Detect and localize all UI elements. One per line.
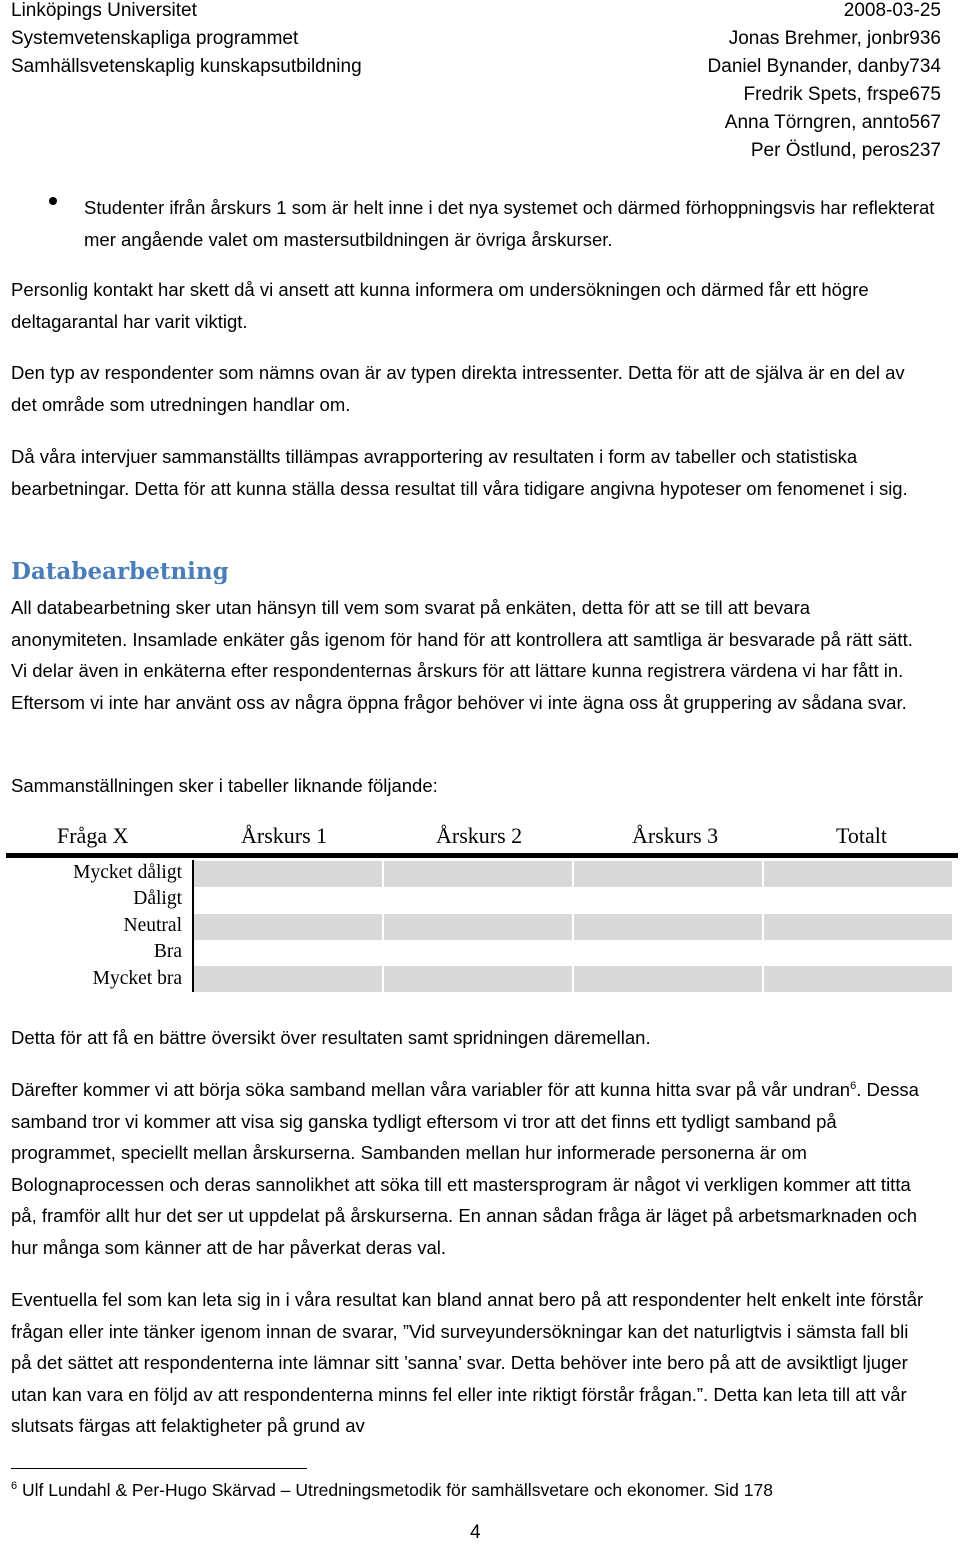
table-cell — [194, 887, 384, 913]
table-cell — [574, 861, 764, 887]
table-cell — [194, 861, 384, 887]
table-cell — [194, 914, 384, 940]
table-row — [194, 914, 954, 940]
table-cell — [764, 861, 954, 887]
section-heading: Databearbetning — [11, 558, 229, 585]
header-program: Systemvetenskapliga programmet — [11, 28, 299, 49]
paragraph-respondents: Den typ av respondenter som nämns ovan är av typen direkta intressenter. Detta för att de själva är en del av det område som utredningen handlar om. — [11, 362, 905, 415]
table-row-label: Bra — [153, 941, 182, 962]
table-grid — [192, 860, 956, 992]
header-author: Per Östlund, peros237 — [750, 140, 941, 161]
table-row-label: Mycket bra — [92, 968, 182, 989]
table-cell — [574, 940, 764, 966]
table-row — [194, 887, 954, 913]
table-cell — [764, 966, 954, 992]
paragraph-reporting: Då våra intervjuer sammanställts tillämpas avrapportering av resultaten i form av tabeller och statistiska bearbetningar. Detta för att kunna ställa dessa resultat till våra tidigare angivna hypoteser om fenomenet i sig. — [11, 446, 908, 499]
header-right — [708, 0, 941, 165]
table-cell — [384, 940, 574, 966]
footnote-number: 6 — [11, 1480, 18, 1493]
bullet-text: Studenter ifrån årskurs 1 som är helt inne i det nya systemet och därmed förhoppningsvis har reflekterat mer angående valet om mastersutbildningen är övriga årskurser. — [84, 197, 935, 250]
paragraph-relationships — [11, 1074, 931, 1264]
bullet-icon — [49, 197, 57, 205]
paragraph-contact: Personlig kontakt har skett då vi ansett att kunna informera om undersökningen och därmed får ett högre deltagarantal har varit viktigt. — [11, 279, 869, 332]
paragraph-errors: Eventuella fel som kan leta sig in i våra resultat kan bland annat bero på att respondenter helt enkelt inte förstår frågan eller inte tänker igenom innan de svarar, ”Vid surveyundersökningar kan det naturligtvis i sämsta fall bli på det sättet att respondenterna inte lämnar sitt ’sanna’ svar. Detta behöver inte bero på att de avsiktligt ljuger utan kan vara en följd av att respondenterna minns fel eller inte riktigt förstår frågan.”. Detta kan leta till att vår slutsats färgas att felaktigheter på grund av — [11, 1289, 924, 1437]
header-course: Samhällsvetenskaplig kunskapsutbildning — [11, 56, 362, 77]
header-author: Anna Törngren, annto567 — [724, 112, 941, 133]
header-author: Daniel Bynander, danby734 — [707, 56, 941, 77]
footnote-reference: 6 — [850, 1079, 857, 1092]
table-row — [194, 966, 954, 992]
table-row — [194, 861, 954, 887]
table-header-cell: Fråga X — [57, 823, 129, 848]
header-date: 2008-03-25 — [843, 0, 941, 21]
table-cell — [194, 940, 384, 966]
table-row-label: Mycket dåligt — [73, 862, 182, 883]
page-number: 4 — [470, 1522, 481, 1543]
table-header-cell: Totalt — [836, 823, 888, 848]
table-cell — [384, 887, 574, 913]
table-row — [194, 940, 954, 966]
paragraph-text: Därefter kommer vi att börja söka samband mellan våra variabler för att kunna hitta svar på vår undran — [11, 1079, 851, 1100]
footnote-separator — [11, 1468, 307, 1469]
header-left — [11, 0, 362, 81]
paragraph-data-processing: All databearbetning sker utan hänsyn till vem som svarat på enkäten, detta för att se till att bevara anonymiteten. Insamlade enkäter gås igenom för hand för att kontrollera att samtliga är besvarade på rätt sätt. Vi delar även in enkäterna efter respondenternas årskurs för att lättare kunna registrera värdena vi har fått in. Eftersom vi inte har använt oss av några öppna frågor behöver vi inte ägna oss åt gruppering av sådana svar. — [11, 597, 913, 713]
table-cell — [384, 914, 574, 940]
header-author: Fredrik Spets, frspe675 — [743, 84, 941, 105]
header-university: Linköpings Universitet — [11, 0, 197, 21]
table-header-cell: Årskurs 3 — [632, 823, 719, 848]
table-row-label: Dåligt — [133, 888, 182, 909]
table-row-label: Neutral — [123, 915, 182, 936]
paragraph-table-intro: Sammanställningen sker i tabeller liknande följande: — [11, 775, 438, 796]
table-cell — [764, 914, 954, 940]
table-cell — [574, 887, 764, 913]
paragraph-overview: Detta för att få en bättre översikt över resultaten samt spridningen däremellan. — [11, 1027, 651, 1048]
table-cell — [194, 966, 384, 992]
table-cell — [764, 887, 954, 913]
table-cell — [574, 914, 764, 940]
table-cell — [764, 940, 954, 966]
table-cell — [384, 861, 574, 887]
table-header-cell: Årskurs 1 — [241, 823, 328, 848]
table-cell — [384, 966, 574, 992]
table-cell — [574, 966, 764, 992]
footnote-text: Ulf Lundahl & Per-Hugo Skärvad – Utredningsmetodik för samhällsvetare och ekonomer. Sid 178 — [22, 1480, 773, 1500]
header-author: Jonas Brehmer, jonbr936 — [728, 28, 941, 49]
paragraph-text: . Dessa samband tror vi kommer att visa sig ganska tydligt eftersom vi tror att det finns ett tydligt samband på programmet, speciellt mellan årskurserna. Sambanden mellan hur informerade personerna är om Bolognaprocessen och deras sannolikhet att söka till ett mastersprogram är något vi verkligen kommer att titta på, framför allt hur det ser ut uppdelat på årskurserna. En annan sådan fråga är läget på arbetsmarknaden och hur många som känner att de har påverkat deras val. — [11, 1079, 919, 1258]
footnote — [11, 1477, 773, 1503]
table-header-cell: Årskurs 2 — [436, 823, 523, 848]
table-header-rule — [6, 853, 958, 858]
